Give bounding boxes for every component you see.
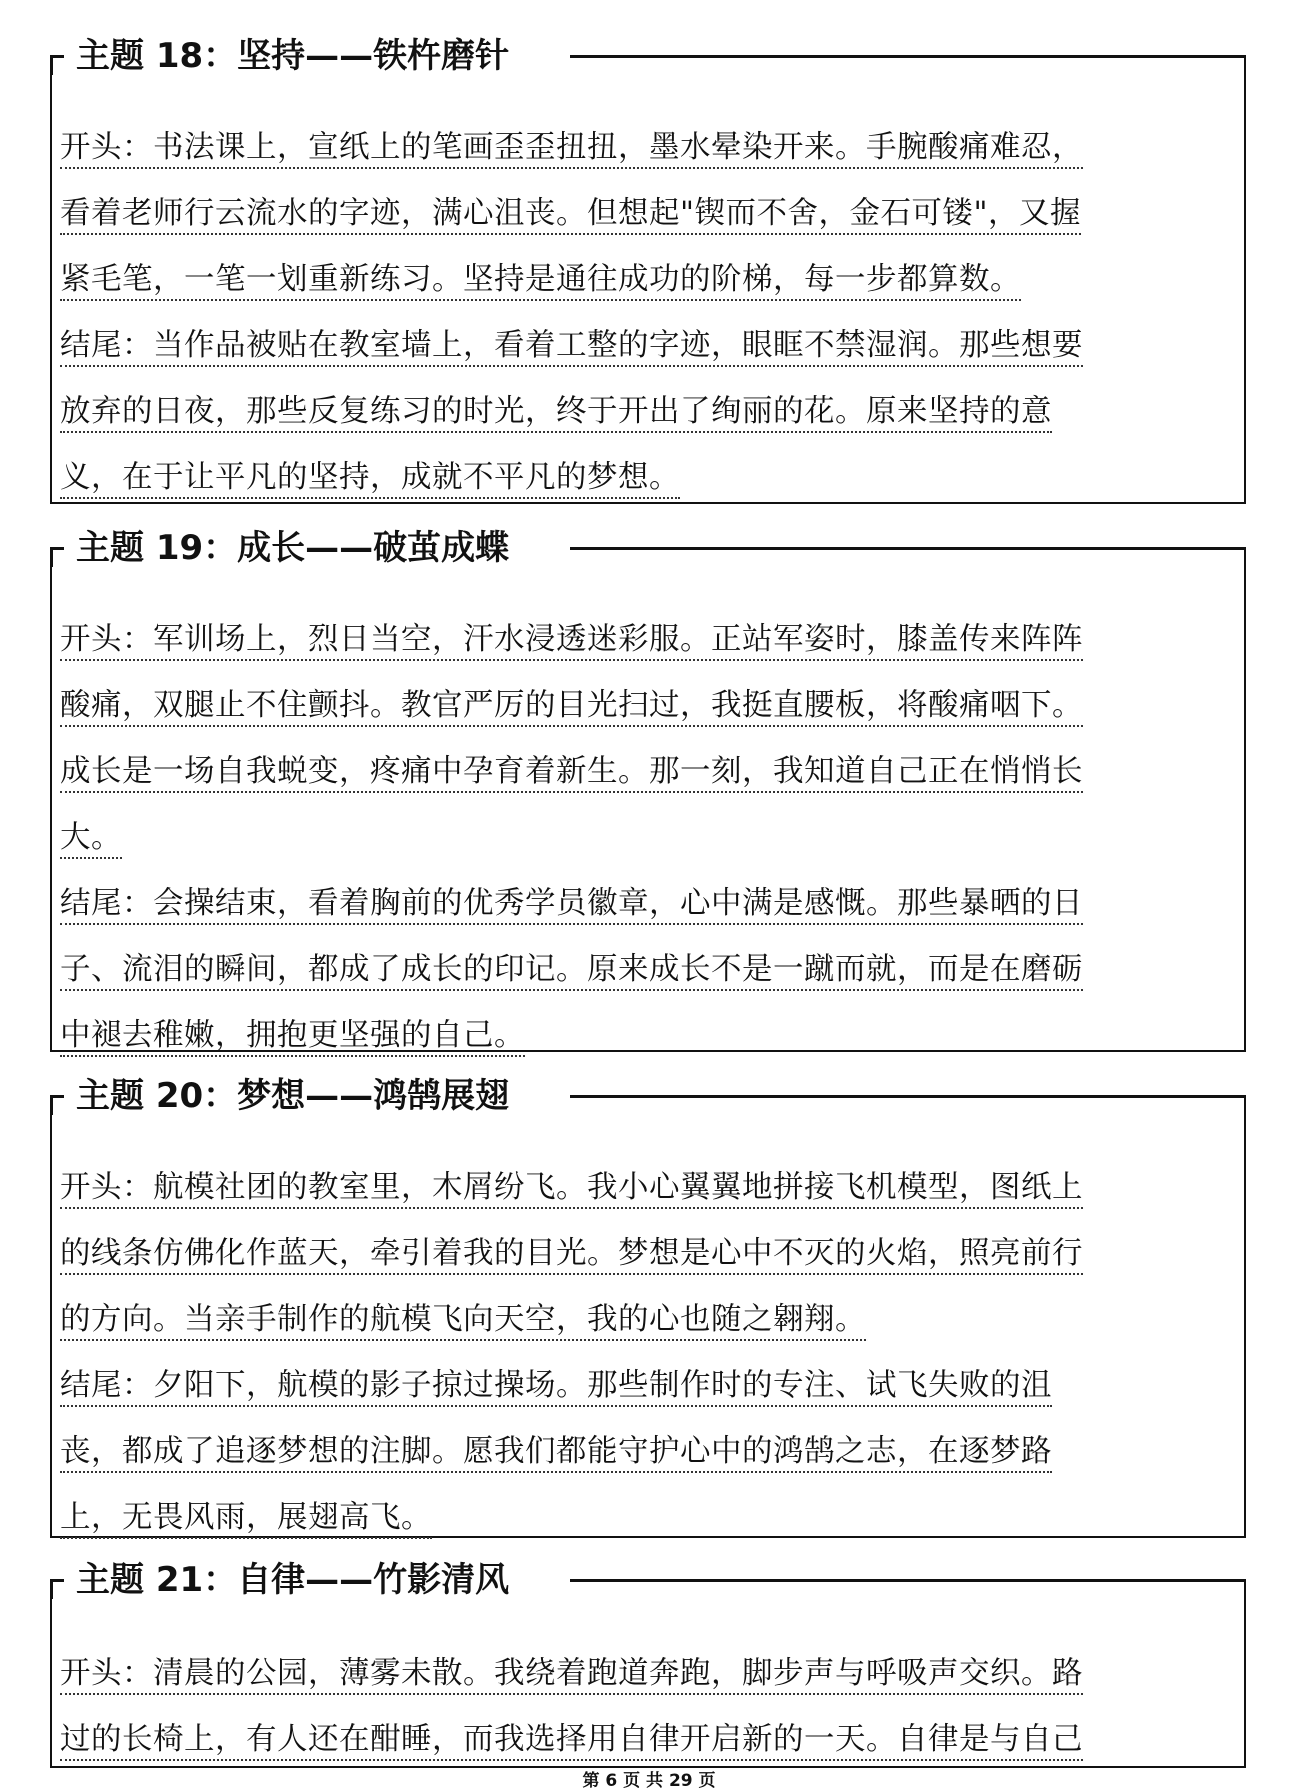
text-line: 开头：军训场上，烈日当空，汗水浸透迷彩服。正站军姿时，膝盖传来阵阵 bbox=[60, 622, 1083, 661]
section-20-box bbox=[50, 1095, 1246, 1538]
text-line: 大。 bbox=[60, 820, 122, 859]
section-19 bbox=[50, 530, 1246, 1052]
section-19-header bbox=[50, 530, 1246, 570]
section-title: 主题 21：自律——竹影清风 bbox=[76, 1560, 521, 1600]
title-rule bbox=[570, 1579, 1246, 1582]
text-line: 成长是一场自我蜕变，疼痛中孕育着新生。那一刻，我知道自己正在悄悄长 bbox=[60, 754, 1083, 793]
title-rule bbox=[570, 1095, 1246, 1098]
section-18-header bbox=[50, 38, 1246, 78]
text-line: 开头：清晨的公园，薄雾未散。我绕着跑道奔跑，脚步声与呼吸声交织。路 bbox=[60, 1656, 1083, 1695]
section-21-header bbox=[50, 1562, 1246, 1602]
text-line: 放弃的日夜，那些反复练习的时光，终于开出了绚丽的花。原来坚持的意 bbox=[60, 394, 1052, 433]
section-18-body bbox=[60, 115, 1244, 511]
section-20-header bbox=[50, 1078, 1246, 1118]
text-line: 结尾：夕阳下，航模的影子掠过操场。那些制作时的专注、试飞失败的沮 bbox=[60, 1368, 1052, 1407]
section-21-body bbox=[60, 1641, 1244, 1773]
text-line: 的线条仿佛化作蓝天，牵引着我的目光。梦想是心中不灭的火焰，照亮前行 bbox=[60, 1236, 1083, 1275]
text-line: 紧毛笔，一笔一划重新练习。坚持是通往成功的阶梯，每一步都算数。 bbox=[60, 262, 1021, 301]
text-line: 的方向。当亲手制作的航模飞向天空，我的心也随之翱翔。 bbox=[60, 1302, 866, 1341]
text-line: 开头：航模社团的教室里，木屑纷飞。我小心翼翼地拼接飞机模型，图纸上 bbox=[60, 1170, 1083, 1209]
text-line: 看着老师行云流水的字迹，满心沮丧。但想起"锲而不舍，金石可镂"，又握 bbox=[60, 196, 1081, 235]
section-19-body bbox=[60, 607, 1244, 1069]
text-line: 丧，都成了追逐梦想的注脚。愿我们都能守护心中的鸿鹄之志，在逐梦路 bbox=[60, 1434, 1052, 1473]
section-20 bbox=[50, 1078, 1246, 1538]
section-18 bbox=[50, 38, 1246, 504]
title-rule bbox=[570, 547, 1246, 550]
section-18-box bbox=[50, 55, 1246, 504]
section-20-body bbox=[60, 1155, 1244, 1551]
text-line: 开头：书法课上，宣纸上的笔画歪歪扭扭，墨水晕染开来。手腕酸痛难忍， bbox=[60, 130, 1083, 169]
text-line: 义，在于让平凡的坚持，成就不平凡的梦想。 bbox=[60, 460, 680, 499]
section-19-box bbox=[50, 547, 1246, 1052]
text-line: 上，无畏风雨，展翅高飞。 bbox=[60, 1500, 432, 1539]
text-line: 酸痛，双腿止不住颤抖。教官严厉的目光扫过，我挺直腰板，将酸痛咽下。 bbox=[60, 688, 1083, 727]
text-line: 结尾：当作品被贴在教室墙上，看着工整的字迹，眼眶不禁湿润。那些想要 bbox=[60, 328, 1083, 367]
section-title: 主题 20：梦想——鸿鹄展翅 bbox=[76, 1076, 521, 1116]
text-line: 结尾：会操结束，看着胸前的优秀学员徽章，心中满是感慨。那些暴晒的日 bbox=[60, 886, 1083, 925]
section-title: 主题 19：成长——破茧成蝶 bbox=[76, 528, 521, 568]
page-number: 第 6 页 共 29 页 bbox=[582, 1771, 716, 1791]
section-21-box bbox=[50, 1579, 1246, 1768]
title-rule bbox=[570, 55, 1246, 58]
text-line: 中褪去稚嫩，拥抱更坚强的自己。 bbox=[60, 1018, 525, 1057]
text-line: 子、流泪的瞬间，都成了成长的印记。原来成长不是一蹴而就，而是在磨砺 bbox=[60, 952, 1083, 991]
section-title: 主题 18：坚持——铁杵磨针 bbox=[76, 36, 521, 76]
text-line: 过的长椅上，有人还在酣睡，而我选择用自律开启新的一天。自律是与自己 bbox=[60, 1722, 1083, 1761]
section-21 bbox=[50, 1562, 1246, 1768]
